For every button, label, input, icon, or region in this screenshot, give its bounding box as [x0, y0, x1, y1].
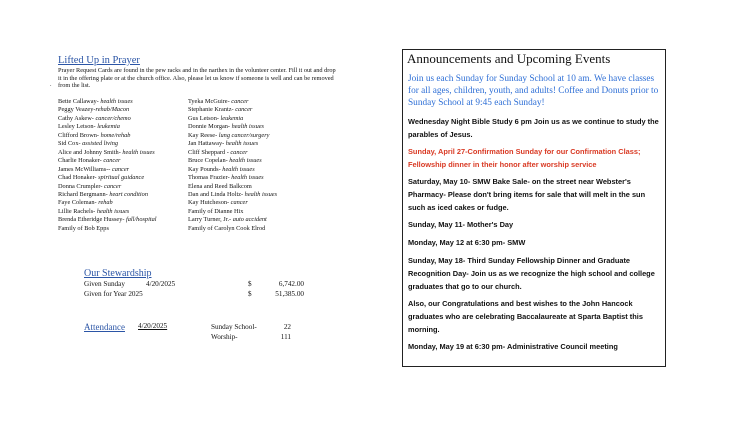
- prayer-list-item: James McWilliams-- cancer: [58, 165, 130, 173]
- stray-bullet: .: [50, 82, 52, 88]
- stewardship-amount: 51,385.00: [275, 290, 304, 298]
- attendance-title: Attendance: [84, 322, 125, 332]
- prayer-list-item: Richard Bergmann- heart condition: [58, 190, 148, 198]
- stewardship-currency: $: [248, 290, 252, 298]
- prayer-list-item: Kay Hutcheson- cancer: [188, 199, 248, 207]
- prayer-list-item: Bruce Copelan- health issues: [188, 157, 262, 165]
- announcements-title: Announcements and Upcoming Events: [407, 51, 611, 66]
- stewardship-row: [84, 280, 304, 290]
- prayer-list-item: Lillie Rachels- health issues: [58, 207, 130, 215]
- prayer-list-item: Lesley Letson- leukemia: [58, 123, 120, 131]
- prayer-list-item: Clifford Brown- home/rehab: [58, 131, 131, 139]
- prayer-section-title: Lifted Up in Prayer: [58, 55, 140, 66]
- prayer-list-item: Family of Bob Epps: [58, 224, 109, 232]
- announcements-intro: Join us each Sunday for Sunday School at 10 am. We have classes for all ages, children, youth, and adults! Coffee and Donuts prior to Sunday School at 9:45 each Sunday!: [408, 74, 659, 108]
- announcement-item: Sunday, May 18- Third Sunday Fellowship Dinner and Graduate Recognition Day- Join us as we recognize the high school and college graduates that go to our church.: [408, 256, 655, 291]
- prayer-list-item: Jan Hattaway- health issues: [188, 140, 259, 148]
- announcement-item: Sunday, May 11- Mother's Day: [408, 220, 514, 229]
- prayer-list-item: Sid Cox- assisted living: [58, 140, 119, 148]
- prayer-list-item: Faye Coleman- rehab: [58, 199, 113, 207]
- prayer-list-item: Brenda Etheridge Hussey- fall/hospital: [58, 216, 157, 224]
- stewardship-currency: $: [248, 280, 252, 288]
- prayer-list-column-1: [58, 98, 188, 233]
- announcement-item-highlight: Sunday, April 27-Confirmation Sunday for our Confirmation Class; Fellowship dinner in their honor after worship service: [408, 147, 641, 169]
- announcement-item: Monday, May 12 at 6:30 pm- SMW: [408, 238, 526, 247]
- prayer-list-item: Family of Carolyn Cook Elrod: [188, 224, 266, 232]
- attendance-label: Sunday School-: [211, 323, 257, 331]
- prayer-list-item: Peggy Veazey-rehab/Macon: [58, 106, 130, 114]
- attendance-date: 4/20/2025: [138, 322, 168, 330]
- attendance-label: Worship-: [211, 333, 238, 341]
- stewardship-amount: 6,742.00: [278, 280, 304, 288]
- prayer-list-item: Thomas Frazier- health issues: [188, 174, 264, 182]
- prayer-list-item: Larry Turner, Jr.- auto accident: [188, 216, 267, 224]
- attendance-count: 111: [280, 333, 291, 341]
- stewardship-title: Our Stewardship: [84, 268, 152, 279]
- announcement-item: Monday, May 19 at 6:30 pm- Administrative Council meeting: [408, 342, 618, 351]
- prayer-list-item: Donnie Morgan- health issues: [188, 123, 264, 131]
- prayer-list-item: Dan and Linda Holtz- health issues: [188, 190, 278, 198]
- prayer-list-item: Family of Dianne Hix: [188, 207, 244, 215]
- prayer-intro-text: Prayer Request Cards are found in the pew racks and in the narthex in the volunteer center. Fill it out and drop it in the offering plate or at the church office. Also, please let us know if someone is well and can be removed from the list.: [58, 67, 336, 90]
- stewardship-label: Given Sunday: [84, 280, 125, 288]
- announcement-item: Saturday, May 10- SMW Bake Sale- on the street near Webster's Pharmacy- Please don't bring items for sale that will melt in the sun such as iced cakes or fudge.: [408, 177, 646, 212]
- prayer-list-item: Elena and Reed Balkcom: [188, 182, 252, 190]
- stewardship-row: [84, 290, 304, 300]
- prayer-list-item: Donna Crumpler- cancer: [58, 182, 122, 190]
- stewardship-date: 4/20/2025: [146, 280, 176, 288]
- prayer-list-item: Gus Letson- leukemia: [188, 114, 244, 122]
- prayer-list-item: Kay Reese- lung cancer/surgery: [188, 131, 270, 139]
- prayer-list-item: Charlie Honaker- cancer: [58, 157, 121, 165]
- prayer-list-item: Bette Callaway- health issues: [58, 98, 133, 105]
- prayer-list-item: Chad Honaker- spiritual guidance: [58, 174, 145, 182]
- prayer-list-item: Stephanie Krantz- cancer: [188, 106, 253, 114]
- prayer-list-item: Kay Pounds- health issues: [188, 165, 255, 173]
- announcement-item: Also, our Congratulations and best wishes to the John Hancock graduates who are celebrating Baccalaureate at Sparta Baptist this morning.: [408, 299, 643, 334]
- prayer-list-item: Alice and Johnny Smith- health issues: [58, 148, 155, 156]
- prayer-list-column-2: [188, 98, 338, 233]
- prayer-list-item: Cliff Sheppard - cancer: [188, 148, 248, 156]
- attendance-count: 22: [283, 323, 291, 331]
- stewardship-label: Given for Year 2025: [84, 290, 143, 298]
- prayer-list-item: Tyeka McGuire- cancer: [188, 98, 249, 105]
- announcement-item: Wednesday Night Bible Study 6 pm Join us as we continue to study the parables of Jesus.: [408, 117, 659, 139]
- prayer-list-item: Cathy Askew- cancer/chemo: [58, 114, 131, 122]
